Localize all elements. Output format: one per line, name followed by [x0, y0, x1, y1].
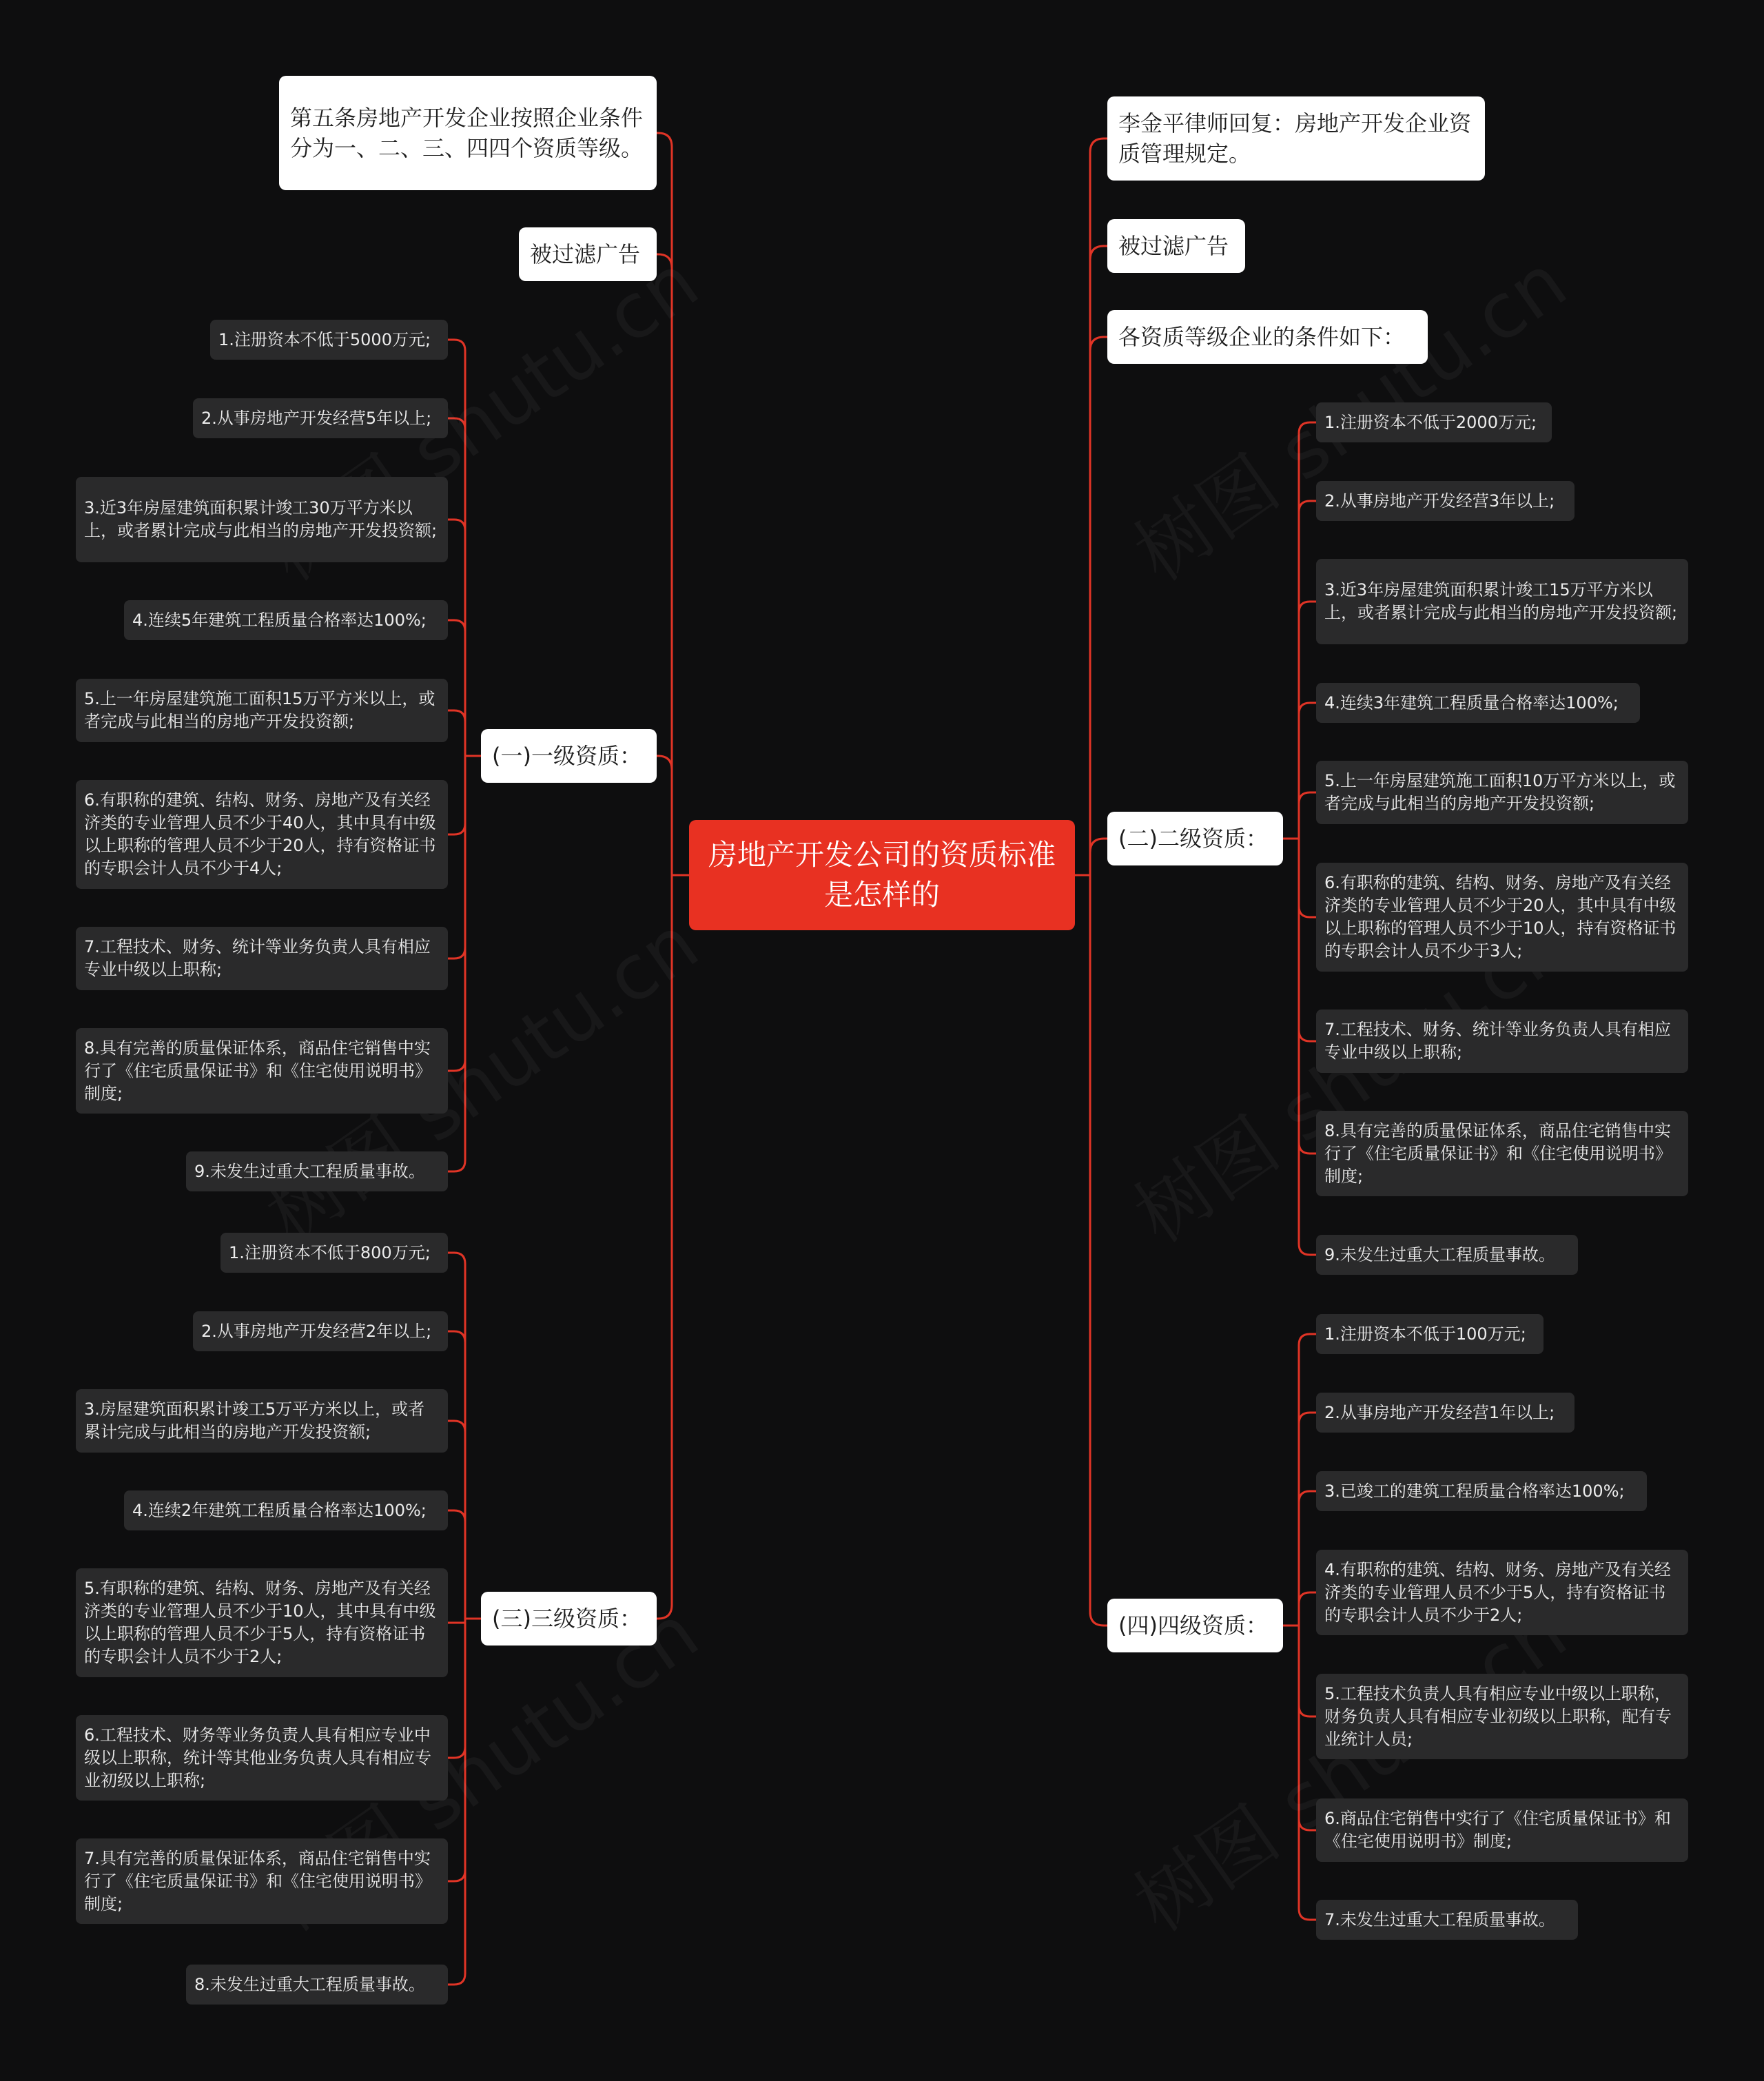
grade3-item[interactable]: 4.连续2年建筑工程质量合格率达100%;: [124, 1490, 448, 1530]
grade1-item[interactable]: 9.未发生过重大工程质量事故。: [186, 1151, 448, 1191]
grade3-item[interactable]: 5.有职称的建筑、结构、财务、房地产及有关经济类的专业管理人员不少于10人，其中具有中级以上职称的管理人员不少于5人，持有资格证书的专职会计人员不少于2人;: [76, 1568, 448, 1677]
grade2-item[interactable]: 4.连续3年建筑工程质量合格率达100%;: [1316, 683, 1640, 723]
connector-line: [1299, 839, 1316, 917]
grade2-item[interactable]: 7.工程技术、财务、统计等业务负责人具有相应专业中级以上职称;: [1316, 1009, 1688, 1073]
connector-line: [1090, 875, 1107, 1626]
grade3-item[interactable]: 3.房屋建筑面积累计竣工5万平方米以上，或者累计完成与此相当的房地产开发投资额;: [76, 1389, 448, 1453]
grade1-node[interactable]: (一)一级资质：: [481, 729, 657, 783]
connector-line: [657, 756, 672, 875]
grade2-item[interactable]: 6.有职称的建筑、结构、财务、房地产及有关经济类的专业管理人员不少于20人，其中具有中级以上职称的管理人员不少于10人，持有资格证书的专职会计人员不少于3人;: [1316, 863, 1688, 972]
intro-node[interactable]: 第五条房地产开发企业按照企业条件分为一、二、三、四四个资质等级。: [279, 76, 657, 190]
grade3-node[interactable]: (三)三级资质：: [481, 1592, 657, 1646]
grade4-item[interactable]: 1.注册资本不低于100万元;: [1316, 1314, 1544, 1354]
grade4-item[interactable]: 6.商品住宅销售中实行了《住宅质量保证书》和《住宅使用说明书》制度;: [1316, 1798, 1688, 1862]
connector-line: [1299, 501, 1316, 839]
connector-line: [1299, 602, 1316, 839]
grade3-item[interactable]: 7.具有完善的质量保证体系，商品住宅销售中实行了《住宅质量保证书》和《住宅使用说明书》制度;: [76, 1838, 448, 1924]
connector-line: [1299, 839, 1316, 1041]
connector-line: [448, 756, 465, 834]
connector-line: [448, 756, 465, 959]
connector-line: [448, 1331, 465, 1619]
connector-line: [1090, 337, 1107, 875]
connector-line: [448, 710, 465, 756]
connector-line: [1299, 1626, 1316, 1716]
grade2-item[interactable]: 5.上一年房屋建筑施工面积10万平方米以上，或者完成与此相当的房地产开发投资额;: [1316, 761, 1688, 824]
connector-line: [1299, 792, 1316, 839]
grade1-item[interactable]: 2.从事房地产开发经营5年以上;: [193, 398, 448, 438]
grade3-item[interactable]: 2.从事房地产开发经营2年以上;: [193, 1311, 448, 1351]
conditions-node[interactable]: 各资质等级企业的条件如下：: [1107, 310, 1428, 364]
grade4-item[interactable]: 2.从事房地产开发经营1年以上;: [1316, 1393, 1575, 1433]
grade2-item[interactable]: 8.具有完善的质量保证体系，商品住宅销售中实行了《住宅质量保证书》和《住宅使用说明书》制度;: [1316, 1111, 1688, 1196]
connector-line: [448, 1253, 465, 1619]
grade4-item[interactable]: 4.有职称的建筑、结构、财务、房地产及有关经济类的专业管理人员不少于5人，持有资格证书的专职会计人员不少于2人;: [1316, 1550, 1688, 1635]
grade1-item[interactable]: 1.注册资本不低于5000万元;: [210, 320, 448, 360]
grade3-item[interactable]: 1.注册资本不低于800万元;: [220, 1233, 448, 1273]
connector-line: [1299, 1592, 1316, 1626]
grade1-item[interactable]: 4.连续5年建筑工程质量合格率达100%;: [124, 600, 448, 640]
grade1-item[interactable]: 7.工程技术、财务、统计等业务负责人具有相应专业中级以上职称;: [76, 927, 448, 990]
grade1-item[interactable]: 5.上一年房屋建筑施工面积15万平方米以上，或者完成与此相当的房地产开发投资额;: [76, 679, 448, 742]
center-topic[interactable]: 房地产开发公司的资质标准是怎样的: [689, 820, 1075, 930]
grade2-item[interactable]: 3.近3年房屋建筑面积累计竣工15万平方米以上，或者累计完成与此相当的房地产开发投资额;: [1316, 559, 1688, 644]
grade1-item[interactable]: 3.近3年房屋建筑面积累计竣工30万平方米以上，或者累计完成与此相当的房地产开发投资额;: [76, 477, 448, 562]
grade3-item[interactable]: 6.工程技术、财务等业务负责人具有相应专业中级以上职称，统计等其他业务负责人具有相应专业初级以上职称;: [76, 1715, 448, 1801]
grade2-node[interactable]: (二)二级资质：: [1107, 812, 1283, 865]
ad-node-right[interactable]: 被过滤广告: [1107, 219, 1245, 273]
grade1-item[interactable]: 8.具有完善的质量保证体系，商品住宅销售中实行了《住宅质量保证书》和《住宅使用说明书》制度;: [76, 1028, 448, 1114]
ad-node-left[interactable]: 被过滤广告: [519, 227, 657, 281]
connector-line: [448, 1619, 465, 1623]
connector-line: [1299, 1334, 1316, 1626]
grade4-item[interactable]: 5.工程技术负责人具有相应专业中级以上职称，财务负责人具有相应专业初级以上职称，配有专业统计人员;: [1316, 1674, 1688, 1759]
connector-line: [1090, 839, 1107, 875]
connector-line: [448, 520, 465, 756]
grade4-node[interactable]: (四)四级资质：: [1107, 1599, 1283, 1652]
grade4-item[interactable]: 7.未发生过重大工程质量事故。: [1316, 1900, 1578, 1940]
connector-line: [1299, 703, 1316, 839]
connector-line: [448, 1421, 465, 1619]
connector-line: [448, 1510, 465, 1619]
grade1-item[interactable]: 6.有职称的建筑、结构、财务、房地产及有关经济类的专业管理人员不少于40人，其中具有中级以上职称的管理人员不少于20人，持有资格证书的专职会计人员不少于4人;: [76, 780, 448, 889]
grade2-item[interactable]: 9.未发生过重大工程质量事故。: [1316, 1235, 1578, 1275]
grade4-item[interactable]: 3.已竣工的建筑工程质量合格率达100%;: [1316, 1471, 1647, 1511]
grade2-item[interactable]: 2.从事房地产开发经营3年以上;: [1316, 481, 1575, 521]
grade3-item[interactable]: 8.未发生过重大工程质量事故。: [186, 1965, 448, 2005]
connector-line: [1299, 1491, 1316, 1626]
grade2-item[interactable]: 1.注册资本不低于2000万元;: [1316, 402, 1552, 442]
reply-node[interactable]: 李金平律师回复：房地产开发企业资质管理规定。: [1107, 96, 1485, 181]
connector-line: [448, 620, 465, 756]
